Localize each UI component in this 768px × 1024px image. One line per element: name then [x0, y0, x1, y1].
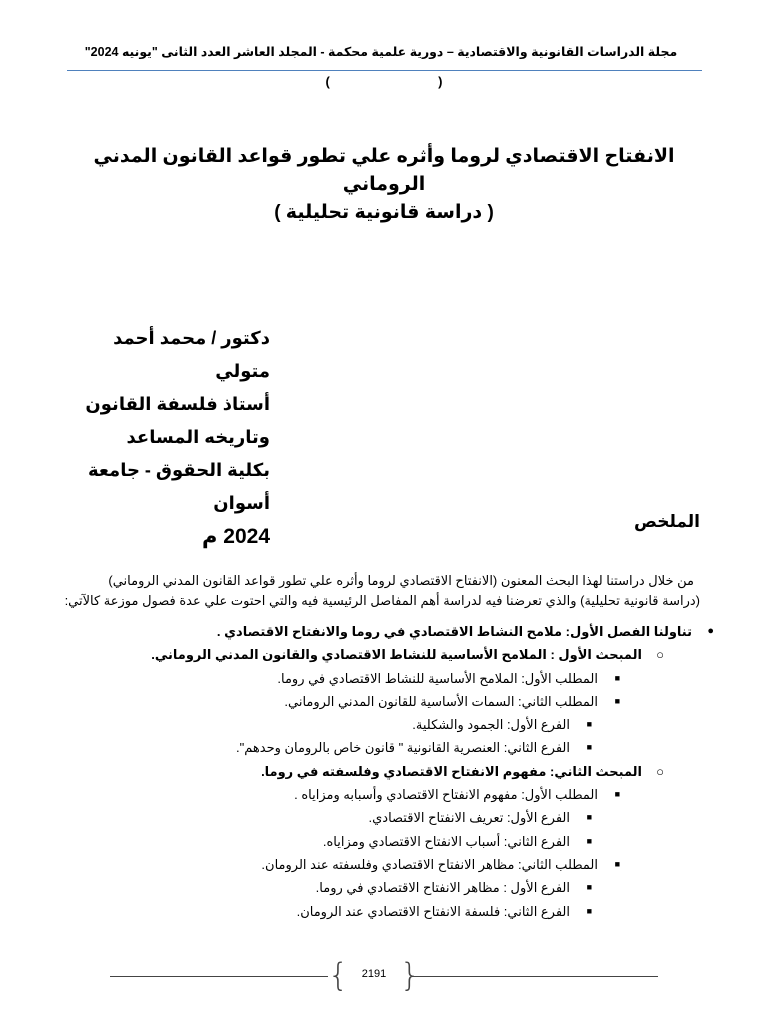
bullet-icon: ■ — [614, 858, 620, 869]
bullet-icon: ■ — [614, 695, 620, 706]
bullet-icon: ● — [707, 625, 714, 637]
outline-item — [60, 643, 720, 666]
chapter-outline — [60, 620, 720, 923]
outline-item — [60, 690, 720, 713]
author-name: دكتور / محمد أحمد متولي — [113, 328, 270, 381]
page-footer — [110, 958, 658, 994]
paper-title — [70, 143, 698, 227]
abstract-intro — [60, 571, 700, 611]
footer-rule-left — [110, 976, 328, 977]
bullet-icon: ■ — [614, 672, 620, 683]
outline-item-text: الفرع الأول : مظاهر الانفتاح الاقتصادي في روما. — [315, 880, 570, 896]
author-affiliation: بكلية الحقوق - جامعة أسوان — [87, 460, 270, 513]
outline-item — [60, 830, 720, 853]
bullet-icon: ■ — [586, 812, 592, 823]
bullet-icon: ○ — [656, 763, 664, 779]
bullet-icon: ○ — [656, 647, 664, 663]
header-rule — [67, 70, 702, 71]
title-subtitle: ( دراسة قانونية تحليلية ) — [274, 202, 494, 223]
outline-item — [60, 806, 720, 829]
outline-item-text: المبحث الثاني: مفهوم الانفتاح الاقتصادي وفلسفته في روما. — [261, 763, 642, 779]
outline-item — [60, 713, 720, 736]
publication-year: 2024 م — [202, 525, 270, 548]
page-number: 2191 — [361, 968, 387, 980]
outline-item — [60, 876, 720, 899]
bullet-icon: ■ — [586, 742, 592, 753]
abstract-intro-line-1: من خلال دراستنا لهذا البحث المعنون (الانفتاح الاقتصادي لروما وأثره علي تطور قواعد القانون المدني الروماني) — [108, 573, 694, 588]
bullet-icon: ■ — [586, 905, 592, 916]
outline-item-text: الفرع الأول: الجمود والشكلية. — [412, 717, 570, 733]
outline-item — [60, 667, 720, 690]
outline-item-text: المطلب الثاني: السمات الأساسية للقانون المدني الروماني. — [284, 693, 598, 709]
outline-item — [60, 620, 720, 643]
footer-brace-right: } — [400, 956, 421, 994]
outline-item-text: المطلب الأول: الملامح الأساسية للنشاط الاقتصادي في روما. — [277, 670, 598, 686]
title-main: الانفتاح الاقتصادي لروما وأثره علي تطور قواعد القانون المدني الروماني — [93, 146, 675, 195]
outline-item — [60, 853, 720, 876]
author-position: أستاذ فلسفة القانون وتاريخه المساعد — [85, 394, 270, 447]
outline-item-text: المطلب الأول: مفهوم الانفتاح الاقتصادي وأسبابه ومزاياه . — [294, 787, 598, 803]
footer-brace-left: { — [328, 956, 349, 994]
outline-item-text: الفرع الثاني: العنصرية القانونية " قانون خاص بالرومان وحدهم". — [236, 740, 570, 756]
outline-item-text: المطلب الثاني: مظاهر الانفتاح الاقتصادي وفلسفته عند الرومان. — [261, 856, 598, 872]
bullet-icon: ■ — [614, 789, 620, 800]
author-block — [60, 322, 270, 553]
outline-item-text: الفرع الثاني: أسباب الانفتاح الاقتصادي ومزاياه. — [322, 833, 570, 849]
outline-item — [60, 736, 720, 759]
outline-item — [60, 760, 720, 783]
outline-item — [60, 900, 720, 923]
outline-item-text: تناولنا الفصل الأول: ملامح النشاط الاقتصادي في روما والانفتاح الاقتصادي . — [216, 624, 692, 639]
bullet-icon: ■ — [586, 835, 592, 846]
bullet-icon: ■ — [586, 882, 592, 893]
running-header: مجلة الدراسات القانونية والاقتصادية – دورية علمية محكمة - المجلد العاشر العدد الثانى "يونيه 2024" — [84, 45, 678, 59]
outline-item-text: المبحث الأول : الملامح الأساسية للنشاط الاقتصادي والقانون المدني الروماني. — [151, 647, 642, 663]
empty-parentheses: ( ) — [325, 74, 443, 89]
abstract-intro-line-2: (دراسة قانونية تحليلية) والذي تعرضنا فيه لدراسة أهم المفاصل الرئيسية فيه والتي احتوت علي عدة فصول موزعة كالآتي: — [64, 593, 700, 608]
footer-rule-right — [412, 976, 658, 977]
outline-item-text: الفرع الأول: تعريف الانفتاح الاقتصادي. — [368, 810, 570, 826]
bullet-icon: ■ — [586, 719, 592, 730]
outline-item — [60, 783, 720, 806]
abstract-heading: الملخص — [634, 512, 700, 531]
outline-item-text: الفرع الثاني: فلسفة الانفتاح الاقتصادي عند الرومان. — [296, 903, 570, 919]
